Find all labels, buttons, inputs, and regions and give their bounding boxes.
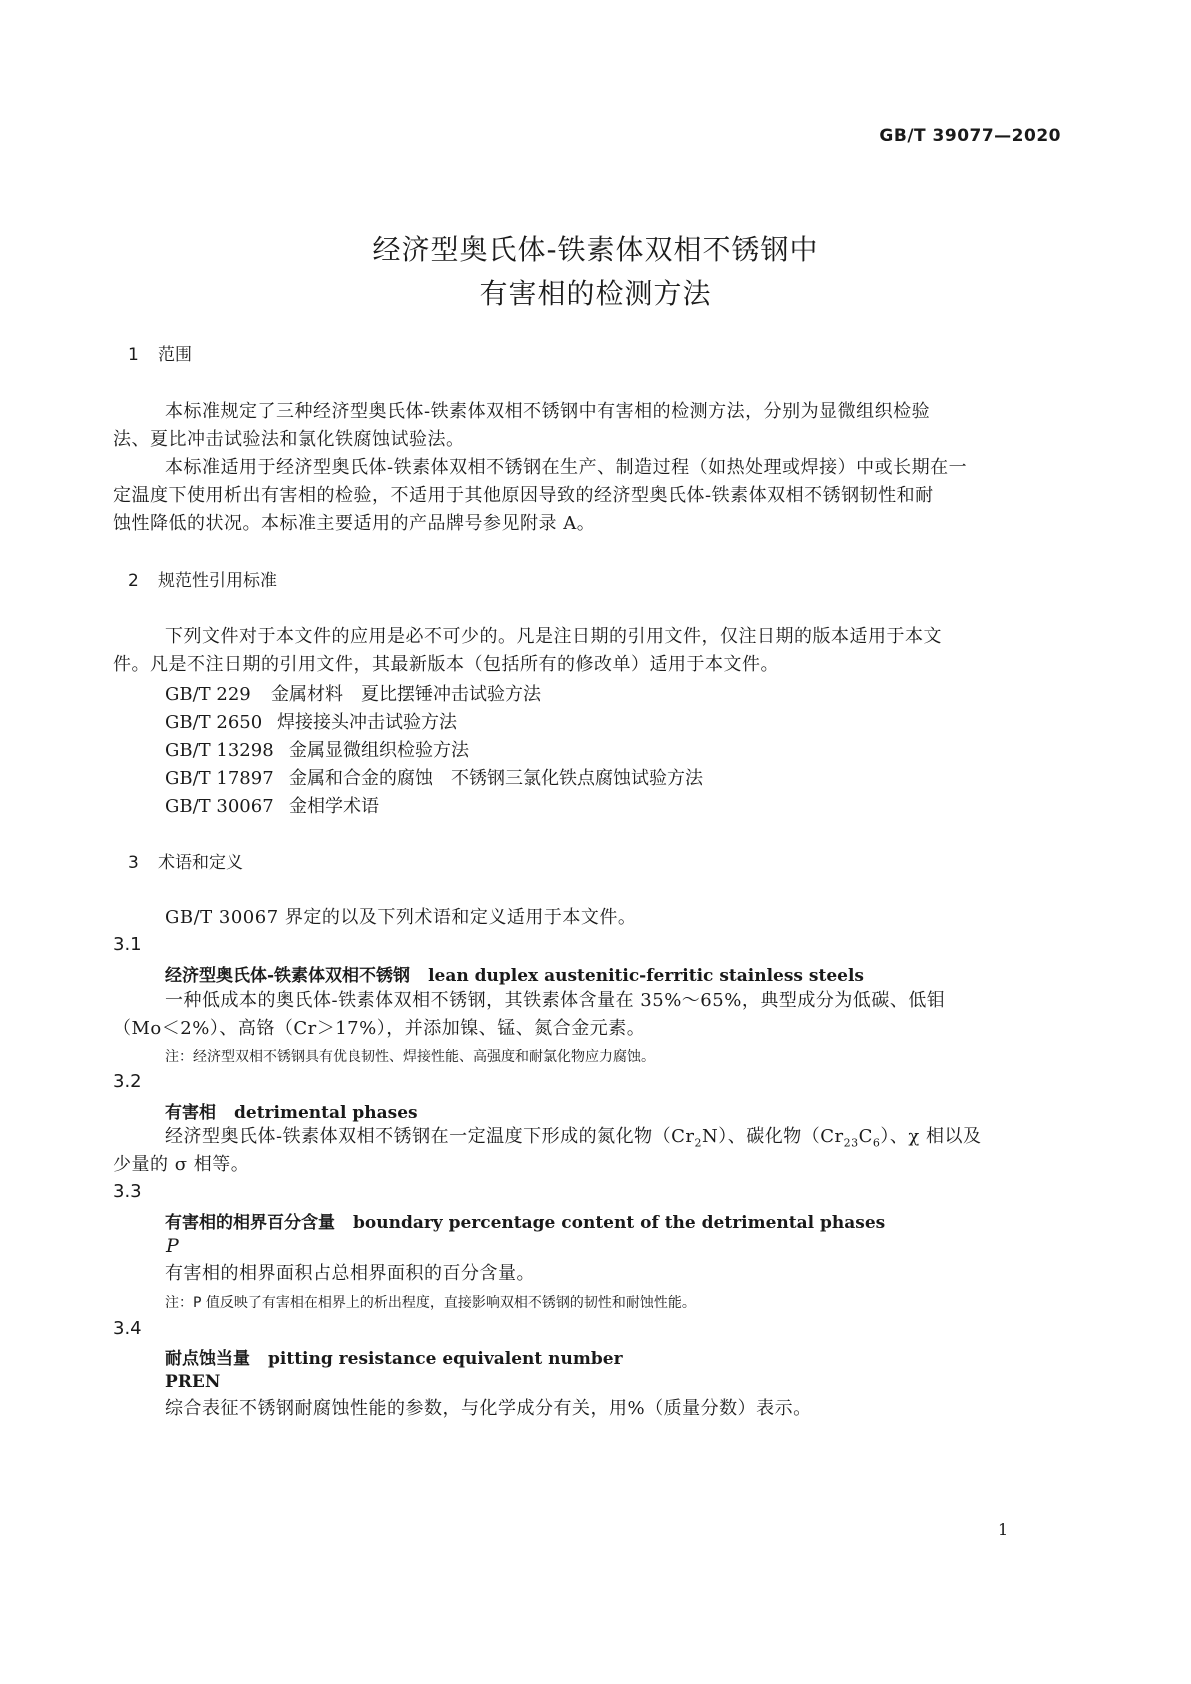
- term-en: boundary percentage content of the detrimental phases: [353, 1213, 886, 1233]
- section-3-heading: [128, 848, 243, 873]
- term-number: 3.3: [113, 1181, 142, 1202]
- paragraph-line: 下列文件对于本文件的应用是必不可少的。凡是注日期的引用文件，仅注日期的版本适用于本文: [165, 626, 942, 647]
- term-cn: 经济型奥氏体-铁素体双相不锈钢: [165, 966, 411, 986]
- term-number: 3.2: [113, 1071, 142, 1092]
- definition-line: 经济型奥氏体-铁素体双相不锈钢在一定温度下形成的氮化物$(Cr_2N)$、碳化物$(Cr_{23}C_6)$、χ 相以及: [165, 1126, 982, 1150]
- term-symbol: P: [166, 1235, 179, 1257]
- section-title: 范围: [158, 345, 192, 365]
- reference-code: GB/T 17897: [165, 768, 274, 789]
- definition-line: 综合表征不锈钢耐腐蚀性能的参数，与化学成分有关，用%（质量分数）表示。: [165, 1398, 812, 1419]
- section-title: 规范性引用标准: [158, 571, 277, 591]
- term-note: 注：P 值反映了有害相在相界上的析出程度，直接影响双相不锈钢的韧性和耐蚀性能。: [165, 1295, 696, 1311]
- reference-code: GB/T 13298: [165, 740, 274, 761]
- term-en: lean duplex austenitic-ferritic stainless steels: [428, 966, 864, 986]
- term-note: 注：经济型双相不锈钢具有优良韧性、焊接性能、高强度和耐氯化物应力腐蚀。: [165, 1049, 655, 1065]
- paragraph-line: 件。凡是不注日期的引用文件，其最新版本（包括所有的修改单）适用于本文件。: [113, 654, 779, 675]
- reference-title: 金属和合金的腐蚀 不锈钢三氯化铁点腐蚀试验方法: [289, 768, 703, 789]
- reference-code: GB/T 30067: [165, 796, 274, 817]
- term-en: detrimental phases: [234, 1103, 418, 1123]
- normative-reference: [165, 736, 469, 762]
- term-heading: [165, 1344, 623, 1369]
- term-en: pitting resistance equivalent number: [268, 1349, 623, 1369]
- section-title: 术语和定义: [158, 853, 243, 873]
- section-2-heading: [128, 566, 277, 591]
- section-1-heading: [128, 340, 192, 365]
- section-number: 2: [128, 571, 139, 591]
- reference-title: 金相学术语: [289, 796, 379, 817]
- reference-code: GB/T 2650: [165, 712, 263, 733]
- paragraph-line: 定温度下使用析出有害相的检验，不适用于其他原因导致的经济型奥氏体-铁素体双相不锈钢韧性和耐: [113, 485, 934, 506]
- section-number: 3: [128, 853, 139, 873]
- normative-reference: [165, 708, 457, 734]
- document-title-line1: 经济型奥氏体-铁素体双相不锈钢中: [372, 233, 819, 266]
- definition-line: 少量的 σ 相等。: [113, 1154, 250, 1175]
- definition-line: 有害相的相界面积占总相界面积的百分含量。: [165, 1263, 535, 1284]
- document-title-line2: 有害相的检测方法: [479, 277, 712, 310]
- term-abbreviation: PREN: [165, 1372, 221, 1392]
- normative-reference: [165, 764, 703, 790]
- reference-title: 焊接接头冲击试验方法: [277, 712, 457, 733]
- normative-reference: [165, 792, 379, 818]
- definition-line: （Mo＜2%）、高铬（Cr＞17%），并添加镍、锰、氮合金元素。: [113, 1018, 646, 1039]
- definition-line: 一种低成本的奥氏体-铁素体双相不锈钢，其铁素体含量在 35%～65%，典型成分为低碳、低钼: [165, 990, 946, 1011]
- term-heading: [165, 1098, 418, 1123]
- paragraph-line: GB/T 30067 界定的以及下列术语和定义适用于本文件。: [165, 907, 637, 928]
- term-cn: 耐点蚀当量: [165, 1349, 250, 1369]
- page-number: 1: [998, 1520, 1009, 1539]
- paragraph-line: 法、夏比冲击试验法和氯化铁腐蚀试验法。: [113, 429, 465, 450]
- paragraph-line: 蚀性降低的状况。本标准主要适用的产品牌号参见附录 A。: [113, 513, 596, 534]
- term-cn: 有害相: [165, 1103, 216, 1123]
- standard-code: GB/T 39077—2020: [879, 126, 1061, 146]
- reference-title: 金属显微组织检验方法: [289, 740, 469, 761]
- paragraph-line: 本标准适用于经济型奥氏体-铁素体双相不锈钢在生产、制造过程（如热处理或焊接）中或长期在一: [165, 457, 968, 478]
- section-number: 1: [128, 345, 139, 365]
- term-number: 3.4: [113, 1318, 142, 1339]
- reference-code: GB/T 229: [165, 684, 251, 705]
- term-number: 3.1: [113, 934, 142, 955]
- term-heading: [165, 1208, 885, 1233]
- normative-reference: [165, 680, 541, 706]
- term-cn: 有害相的相界百分含量: [165, 1213, 335, 1233]
- paragraph-line: 本标准规定了三种经济型奥氏体-铁素体双相不锈钢中有害相的检测方法，分别为显微组织检验: [165, 401, 931, 422]
- reference-title: 金属材料 夏比摆锤冲击试验方法: [271, 684, 541, 705]
- term-heading: [165, 961, 864, 986]
